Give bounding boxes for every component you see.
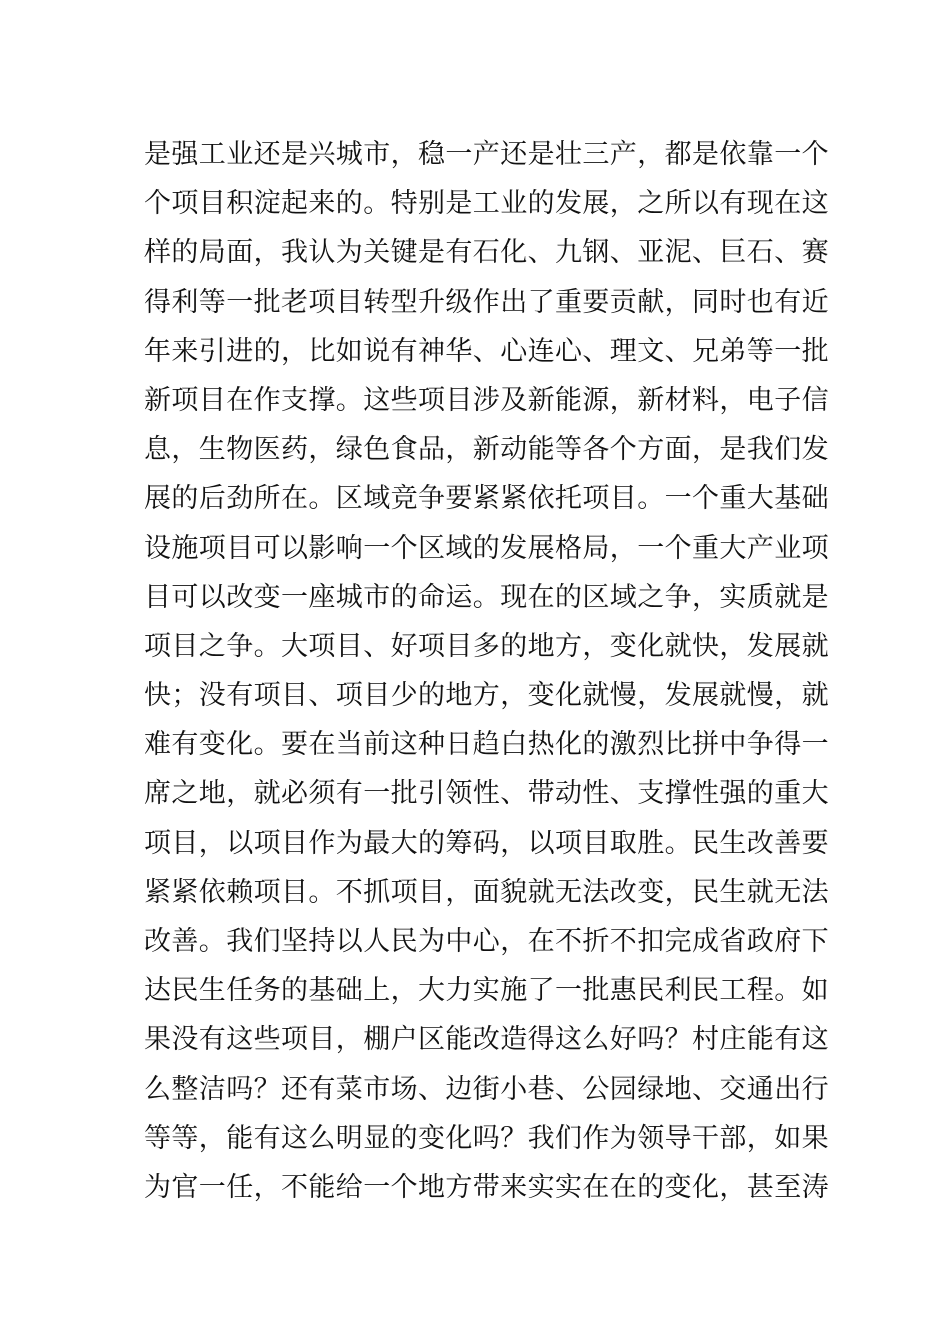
text-line: 年来引进的，比如说有神华、心连心、理文、兄弟等一批 xyxy=(144,335,829,367)
text-line: 快；没有项目、项目少的地方，变化就慢，发展就慢，就 xyxy=(144,680,829,712)
text-line: 等等，能有这么明显的变化吗？我们作为领导干部，如果 xyxy=(144,1122,829,1154)
text-line: 设施项目可以影响一个区域的发展格局，一个重大产业项 xyxy=(144,532,829,564)
text-line: 息，生物医药，绿色食品，新动能等各个方面，是我们发 xyxy=(144,434,829,466)
body-paragraph xyxy=(144,130,829,1212)
text-line: 果没有这些项目，棚户区能改造得这么好吗？村庄能有这 xyxy=(144,1024,829,1056)
text-line: 是强工业还是兴城市，稳一产还是壮三产，都是依靠一个 xyxy=(144,139,829,170)
text-line: 新项目在作支撑。这些项目涉及新能源，新材料，电子信 xyxy=(144,384,829,416)
text-line: 项目，以项目作为最大的筹码，以项目取胜。民生改善要 xyxy=(144,827,829,859)
text-line: 展的后劲所在。区域竞争要紧紧依托项目。一个重大基础 xyxy=(144,483,829,515)
text-line: 难有变化。要在当前这种日趋白热化的激烈比拼中争得一 xyxy=(144,729,829,761)
text-line: 得利等一批老项目转型升级作出了重要贡献，同时也有近 xyxy=(144,286,829,318)
text-line: 紧紧依赖项目。不抓项目，面貌就无法改变，民生就无法 xyxy=(144,876,829,908)
text-line: 达民生任务的基础上，大力实施了一批惠民利民工程。如 xyxy=(144,975,829,1007)
text-line: 为官一任，不能给一个地方带来实实在在的变化，甚至涛 xyxy=(144,1171,829,1203)
text-line: 改善。我们坚持以人民为中心，在不折不扣完成省政府下 xyxy=(144,926,829,957)
text-line: 项目之争。大项目、好项目多的地方，变化就快，发展就 xyxy=(144,630,829,662)
text-line: 目可以改变一座城市的命运。现在的区域之争，实质就是 xyxy=(144,581,829,613)
text-line: 么整洁吗？还有菜市场、边街小巷、公园绿地、交通出行 xyxy=(144,1073,829,1105)
text-line: 样的局面，我认为关键是有石化、九钢、亚泥、巨石、赛 xyxy=(144,237,829,269)
text-line: 个项目积淀起来的。特别是工业的发展，之所以有现在这 xyxy=(144,188,829,220)
text-line: 席之地，就必须有一批引领性、带动性、支撑性强的重大 xyxy=(144,778,829,810)
